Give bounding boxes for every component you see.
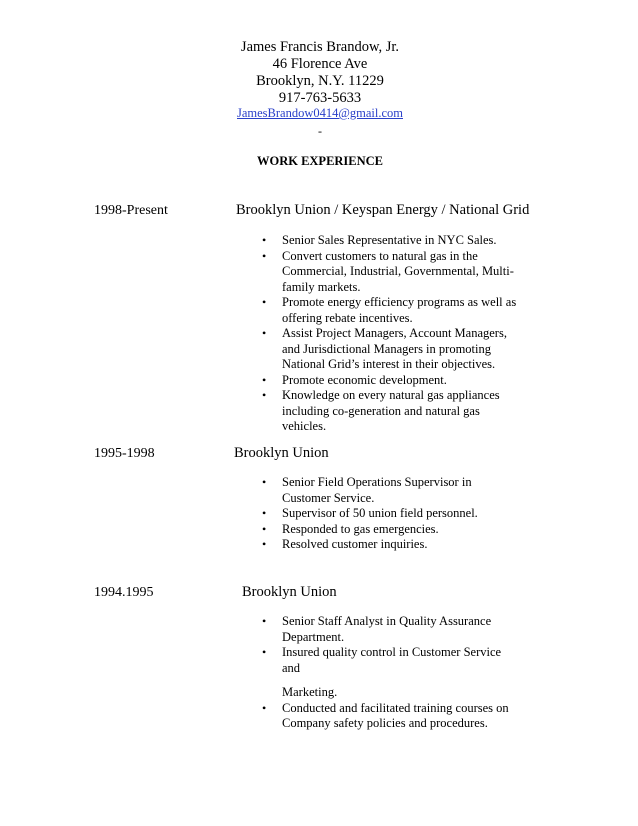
bullet-text: Convert customers to natural gas in the Commercial, Industrial, Governmental, Multi-family markets. bbox=[282, 248, 514, 294]
list-item bbox=[260, 373, 522, 389]
bullet-icon: • bbox=[262, 521, 267, 536]
list-item bbox=[260, 326, 522, 373]
email-link[interactable]: JamesBrandow0414@gmail.com bbox=[237, 106, 403, 120]
bullet-icon: • bbox=[262, 372, 267, 387]
list-item bbox=[260, 522, 522, 538]
job-employer: Brooklyn Union bbox=[234, 445, 329, 461]
bullet-icon: • bbox=[262, 614, 267, 628]
bullet-icon: • bbox=[262, 475, 267, 489]
job-dates: 1994.1995 bbox=[94, 585, 154, 600]
list-item bbox=[260, 614, 522, 645]
list-item bbox=[260, 295, 522, 326]
list-item bbox=[260, 388, 522, 435]
section-title-work-experience: WORK EXPERIENCE bbox=[256, 154, 384, 168]
bullet-icon: • bbox=[262, 506, 267, 520]
list-item bbox=[260, 685, 522, 701]
bullet-icon: • bbox=[262, 233, 267, 247]
bullet-text: Conducted and facilitated training courses on Company safety policies and procedures. bbox=[282, 700, 509, 730]
bullet-text: Promote economic development. bbox=[282, 372, 447, 387]
bullet-text: Senior Staff Analyst in Quality Assurance Department. bbox=[282, 614, 492, 644]
list-item bbox=[260, 701, 522, 732]
bullet-text: Senior Field Operations Supervisor in Customer Service. bbox=[282, 475, 472, 505]
bullet-icon: • bbox=[262, 537, 267, 551]
bullet-icon: • bbox=[262, 388, 267, 402]
list-item bbox=[260, 233, 522, 249]
bullet-icon: • bbox=[262, 248, 267, 263]
bullet-text: Senior Sales Representative in NYC Sales. bbox=[282, 233, 497, 247]
job-dates: 1995-1998 bbox=[94, 446, 155, 461]
bullet-text: Supervisor of 50 union field personnel. bbox=[282, 506, 478, 520]
address-line: 46 Florence Ave bbox=[272, 56, 368, 72]
city-line: Brooklyn, N.Y. 11229 bbox=[256, 73, 384, 89]
job-bullet-list bbox=[260, 614, 522, 732]
bullet-text: Marketing. bbox=[282, 685, 338, 699]
separator-dash: - bbox=[318, 124, 322, 138]
bullet-icon: • bbox=[262, 700, 267, 715]
list-item bbox=[260, 249, 522, 296]
bullet-text: Resolved customer inquiries. bbox=[282, 537, 428, 551]
bullet-icon: • bbox=[262, 326, 267, 340]
phone-line: 917-763-5633 bbox=[278, 90, 362, 106]
list-item bbox=[260, 537, 522, 553]
job-employer: Brooklyn Union bbox=[242, 584, 337, 600]
job-bullet-list bbox=[260, 475, 522, 553]
job-dates: 1998-Present bbox=[94, 203, 168, 218]
bullet-text: Responded to gas emergencies. bbox=[282, 521, 439, 536]
bullet-text: Assist Project Managers, Account Managers, and Jurisdictional Managers in promoting National Grid’s interest in their objectives. bbox=[282, 326, 507, 371]
bullet-text: Promote energy efficiency programs as well as offering rebate incentives. bbox=[282, 295, 517, 325]
list-item bbox=[260, 506, 522, 522]
bullet-icon: • bbox=[262, 645, 267, 659]
list-item bbox=[260, 645, 522, 676]
job-employer: Brooklyn Union / Keyspan Energy / National Grid bbox=[236, 202, 530, 218]
bullet-text: Knowledge on every natural gas appliances including co-generation and natural gas vehicles. bbox=[282, 388, 500, 433]
job-bullet-list bbox=[260, 233, 522, 435]
bullet-text: Insured quality control in Customer Service and bbox=[282, 645, 502, 675]
resume-name: James Francis Brandow, Jr. bbox=[240, 39, 400, 55]
bullet-icon: • bbox=[262, 295, 267, 309]
list-item bbox=[260, 475, 522, 506]
